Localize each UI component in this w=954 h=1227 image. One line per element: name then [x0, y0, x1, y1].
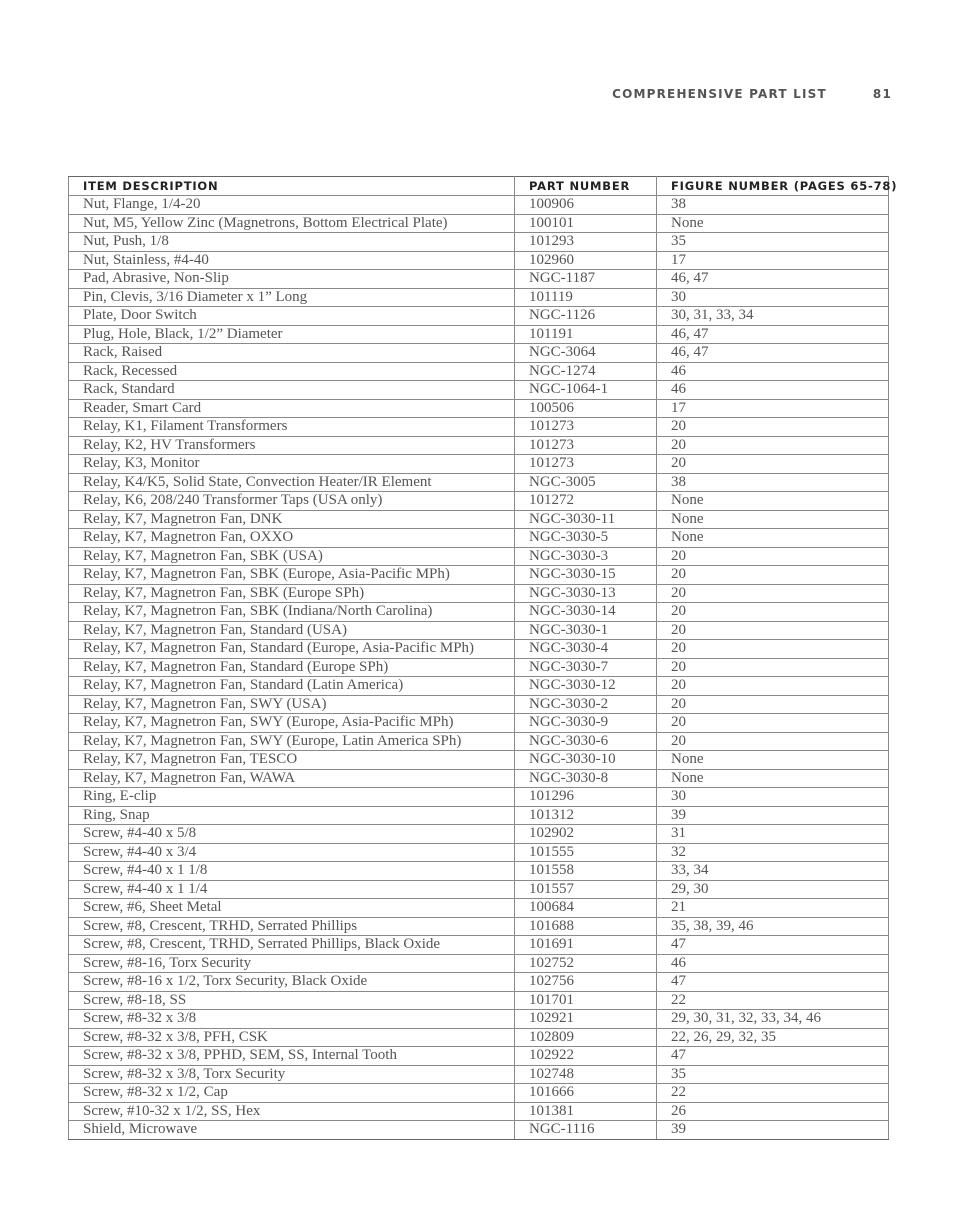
- table-row: [69, 307, 889, 326]
- part-number-cell: NGC-3030-2: [515, 695, 657, 714]
- table-row: [69, 843, 889, 862]
- part-number-cell: 101688: [515, 917, 657, 936]
- table-row: [69, 399, 889, 418]
- part-number-cell: NGC-3030-1: [515, 621, 657, 640]
- part-number-cell: 101557: [515, 880, 657, 899]
- table-row: [69, 344, 889, 363]
- item-description-cell: Pad, Abrasive, Non-Slip: [69, 270, 515, 289]
- item-description-cell: Relay, K7, Magnetron Fan, Standard (Latin America): [69, 677, 515, 696]
- table-row: [69, 769, 889, 788]
- figure-number-cell: 20: [657, 603, 889, 622]
- table-row: [69, 473, 889, 492]
- parts-table-body: [69, 196, 889, 1140]
- table-row: [69, 214, 889, 233]
- table-row: [69, 991, 889, 1010]
- item-description-cell: Relay, K7, Magnetron Fan, SBK (Europe SPh): [69, 584, 515, 603]
- part-number-cell: 100101: [515, 214, 657, 233]
- part-number-cell: NGC-3005: [515, 473, 657, 492]
- item-description-cell: Nut, Push, 1/8: [69, 233, 515, 252]
- item-description-cell: Plate, Door Switch: [69, 307, 515, 326]
- item-description-cell: Relay, K7, Magnetron Fan, SBK (USA): [69, 547, 515, 566]
- table-row: [69, 492, 889, 511]
- column-header-part-number: PART NUMBER: [515, 177, 657, 196]
- part-number-cell: 101666: [515, 1084, 657, 1103]
- figure-number-cell: 38: [657, 473, 889, 492]
- part-number-cell: NGC-3030-10: [515, 751, 657, 770]
- table-row: [69, 1010, 889, 1029]
- column-header-item-description: ITEM DESCRIPTION: [69, 177, 515, 196]
- figure-number-cell: None: [657, 769, 889, 788]
- figure-number-cell: 38: [657, 196, 889, 215]
- part-number-cell: NGC-1187: [515, 270, 657, 289]
- figure-number-cell: 20: [657, 436, 889, 455]
- table-row: [69, 1047, 889, 1066]
- item-description-cell: Screw, #8-16, Torx Security: [69, 954, 515, 973]
- item-description-cell: Relay, K7, Magnetron Fan, Standard (Europe SPh): [69, 658, 515, 677]
- table-row: [69, 196, 889, 215]
- figure-number-cell: 31: [657, 825, 889, 844]
- figure-number-cell: 39: [657, 1121, 889, 1140]
- item-description-cell: Screw, #4-40 x 3/4: [69, 843, 515, 862]
- table-row: [69, 455, 889, 474]
- part-number-cell: 102960: [515, 251, 657, 270]
- table-row: [69, 270, 889, 289]
- item-description-cell: Relay, K7, Magnetron Fan, WAWA: [69, 769, 515, 788]
- part-number-cell: 101701: [515, 991, 657, 1010]
- part-number-cell: NGC-3030-11: [515, 510, 657, 529]
- page-header: [612, 87, 892, 101]
- figure-number-cell: 32: [657, 843, 889, 862]
- table-row: [69, 1065, 889, 1084]
- figure-number-cell: 20: [657, 455, 889, 474]
- table-row: [69, 1028, 889, 1047]
- part-number-cell: NGC-3030-15: [515, 566, 657, 585]
- item-description-cell: Relay, K7, Magnetron Fan, TESCO: [69, 751, 515, 770]
- figure-number-cell: 20: [657, 658, 889, 677]
- table-row: [69, 325, 889, 344]
- parts-table: [68, 176, 898, 1140]
- figure-number-cell: 30: [657, 788, 889, 807]
- table-header-row: [69, 177, 889, 196]
- table-row: [69, 917, 889, 936]
- item-description-cell: Relay, K7, Magnetron Fan, OXXO: [69, 529, 515, 548]
- table-row: [69, 862, 889, 881]
- figure-number-cell: 20: [657, 695, 889, 714]
- item-description-cell: Screw, #8-32 x 3/8, PPHD, SEM, SS, Internal Tooth: [69, 1047, 515, 1066]
- item-description-cell: Screw, #8-32 x 3/8, Torx Security: [69, 1065, 515, 1084]
- table-row: [69, 1084, 889, 1103]
- figure-number-cell: 22, 26, 29, 32, 35: [657, 1028, 889, 1047]
- column-header-figure-number: FIGURE NUMBER (PAGES 65-78): [657, 177, 889, 196]
- part-number-cell: NGC-3030-7: [515, 658, 657, 677]
- part-number-cell: NGC-3064: [515, 344, 657, 363]
- table-row: [69, 362, 889, 381]
- table-row: [69, 603, 889, 622]
- figure-number-cell: 46, 47: [657, 325, 889, 344]
- item-description-cell: Relay, K7, Magnetron Fan, SWY (Europe, Asia-Pacific MPh): [69, 714, 515, 733]
- figure-number-cell: 22: [657, 1084, 889, 1103]
- table-row: [69, 510, 889, 529]
- figure-number-cell: None: [657, 492, 889, 511]
- page-title: COMPREHENSIVE PART LIST: [612, 87, 827, 101]
- part-number-cell: NGC-1116: [515, 1121, 657, 1140]
- figure-number-cell: 30, 31, 33, 34: [657, 307, 889, 326]
- figure-number-cell: 39: [657, 806, 889, 825]
- table-row: [69, 899, 889, 918]
- part-number-cell: 100684: [515, 899, 657, 918]
- item-description-cell: Relay, K7, Magnetron Fan, DNK: [69, 510, 515, 529]
- part-number-cell: NGC-3030-5: [515, 529, 657, 548]
- item-description-cell: Screw, #8-32 x 3/8: [69, 1010, 515, 1029]
- figure-number-cell: None: [657, 510, 889, 529]
- part-number-cell: NGC-3030-14: [515, 603, 657, 622]
- figure-number-cell: 46, 47: [657, 270, 889, 289]
- item-description-cell: Screw, #8, Crescent, TRHD, Serrated Phillips, Black Oxide: [69, 936, 515, 955]
- figure-number-cell: None: [657, 214, 889, 233]
- figure-number-cell: 35: [657, 1065, 889, 1084]
- part-number-cell: NGC-3030-8: [515, 769, 657, 788]
- item-description-cell: Screw, #6, Sheet Metal: [69, 899, 515, 918]
- item-description-cell: Rack, Standard: [69, 381, 515, 400]
- item-description-cell: Screw, #10-32 x 1/2, SS, Hex: [69, 1102, 515, 1121]
- part-number-cell: 102922: [515, 1047, 657, 1066]
- item-description-cell: Relay, K7, Magnetron Fan, Standard (Europe, Asia-Pacific MPh): [69, 640, 515, 659]
- figure-number-cell: 22: [657, 991, 889, 1010]
- figure-number-cell: 20: [657, 732, 889, 751]
- part-number-cell: 101293: [515, 233, 657, 252]
- table-row: [69, 584, 889, 603]
- figure-number-cell: None: [657, 751, 889, 770]
- figure-number-cell: 20: [657, 621, 889, 640]
- part-number-cell: 101296: [515, 788, 657, 807]
- item-description-cell: Ring, E-clip: [69, 788, 515, 807]
- figure-number-cell: 46: [657, 362, 889, 381]
- item-description-cell: Shield, Microwave: [69, 1121, 515, 1140]
- table-row: [69, 566, 889, 585]
- figure-number-cell: 47: [657, 973, 889, 992]
- figure-number-cell: 20: [657, 418, 889, 437]
- table-row: [69, 529, 889, 548]
- table-row: [69, 714, 889, 733]
- item-description-cell: Reader, Smart Card: [69, 399, 515, 418]
- part-number-cell: NGC-3030-3: [515, 547, 657, 566]
- table-row: [69, 658, 889, 677]
- item-description-cell: Screw, #8, Crescent, TRHD, Serrated Phillips: [69, 917, 515, 936]
- figure-number-cell: 29, 30: [657, 880, 889, 899]
- table-row: [69, 640, 889, 659]
- part-number-cell: NGC-3030-13: [515, 584, 657, 603]
- part-number-cell: 100506: [515, 399, 657, 418]
- figure-number-cell: None: [657, 529, 889, 548]
- item-description-cell: Nut, M5, Yellow Zinc (Magnetrons, Bottom Electrical Plate): [69, 214, 515, 233]
- table-row: [69, 251, 889, 270]
- part-number-cell: NGC-1064-1: [515, 381, 657, 400]
- item-description-cell: Nut, Stainless, #4-40: [69, 251, 515, 270]
- part-number-cell: 101272: [515, 492, 657, 511]
- part-number-cell: NGC-1274: [515, 362, 657, 381]
- part-number-cell: 101558: [515, 862, 657, 881]
- table-row: [69, 418, 889, 437]
- item-description-cell: Relay, K7, Magnetron Fan, SBK (Indiana/North Carolina): [69, 603, 515, 622]
- figure-number-cell: 20: [657, 584, 889, 603]
- table-row: [69, 547, 889, 566]
- part-number-cell: 101555: [515, 843, 657, 862]
- figure-number-cell: 20: [657, 640, 889, 659]
- figure-number-cell: 46, 47: [657, 344, 889, 363]
- figure-number-cell: 30: [657, 288, 889, 307]
- table-row: [69, 677, 889, 696]
- part-number-cell: 102748: [515, 1065, 657, 1084]
- table-row: [69, 1102, 889, 1121]
- item-description-cell: Nut, Flange, 1/4-20: [69, 196, 515, 215]
- table-row: [69, 1121, 889, 1140]
- item-description-cell: Relay, K7, Magnetron Fan, Standard (USA): [69, 621, 515, 640]
- part-number-cell: 102921: [515, 1010, 657, 1029]
- part-number-cell: 101381: [515, 1102, 657, 1121]
- item-description-cell: Relay, K6, 208/240 Transformer Taps (USA only): [69, 492, 515, 511]
- part-number-cell: 102752: [515, 954, 657, 973]
- part-number-cell: 100906: [515, 196, 657, 215]
- item-description-cell: Screw, #4-40 x 1 1/8: [69, 862, 515, 881]
- part-number-cell: 101273: [515, 455, 657, 474]
- table-row: [69, 936, 889, 955]
- figure-number-cell: 20: [657, 547, 889, 566]
- item-description-cell: Relay, K7, Magnetron Fan, SBK (Europe, Asia-Pacific MPh): [69, 566, 515, 585]
- part-number-cell: 102809: [515, 1028, 657, 1047]
- figure-number-cell: 26: [657, 1102, 889, 1121]
- part-number-cell: 102902: [515, 825, 657, 844]
- table-row: [69, 788, 889, 807]
- item-description-cell: Ring, Snap: [69, 806, 515, 825]
- table-row: [69, 233, 889, 252]
- part-number-cell: 101273: [515, 418, 657, 437]
- figure-number-cell: 29, 30, 31, 32, 33, 34, 46: [657, 1010, 889, 1029]
- figure-number-cell: 47: [657, 936, 889, 955]
- item-description-cell: Screw, #8-32 x 3/8, PFH, CSK: [69, 1028, 515, 1047]
- item-description-cell: Rack, Recessed: [69, 362, 515, 381]
- figure-number-cell: 20: [657, 714, 889, 733]
- part-number-cell: 101312: [515, 806, 657, 825]
- item-description-cell: Relay, K2, HV Transformers: [69, 436, 515, 455]
- table-row: [69, 880, 889, 899]
- item-description-cell: Relay, K4/K5, Solid State, Convection Heater/IR Element: [69, 473, 515, 492]
- item-description-cell: Relay, K7, Magnetron Fan, SWY (Europe, Latin America SPh): [69, 732, 515, 751]
- table-row: [69, 732, 889, 751]
- figure-number-cell: 46: [657, 954, 889, 973]
- part-number-cell: 101273: [515, 436, 657, 455]
- figure-number-cell: 35, 38, 39, 46: [657, 917, 889, 936]
- item-description-cell: Screw, #8-32 x 1/2, Cap: [69, 1084, 515, 1103]
- table-row: [69, 621, 889, 640]
- figure-number-cell: 17: [657, 251, 889, 270]
- table-row: [69, 954, 889, 973]
- part-number-cell: NGC-3030-12: [515, 677, 657, 696]
- part-number-cell: NGC-3030-6: [515, 732, 657, 751]
- figure-number-cell: 21: [657, 899, 889, 918]
- table-row: [69, 436, 889, 455]
- item-description-cell: Plug, Hole, Black, 1/2” Diameter: [69, 325, 515, 344]
- figure-number-cell: 35: [657, 233, 889, 252]
- table-row: [69, 381, 889, 400]
- item-description-cell: Screw, #8-16 x 1/2, Torx Security, Black Oxide: [69, 973, 515, 992]
- figure-number-cell: 17: [657, 399, 889, 418]
- table-row: [69, 806, 889, 825]
- table-row: [69, 825, 889, 844]
- part-number-cell: 102756: [515, 973, 657, 992]
- part-number-cell: 101119: [515, 288, 657, 307]
- item-description-cell: Screw, #4-40 x 1 1/4: [69, 880, 515, 899]
- part-number-cell: NGC-3030-9: [515, 714, 657, 733]
- item-description-cell: Screw, #4-40 x 5/8: [69, 825, 515, 844]
- figure-number-cell: 20: [657, 566, 889, 585]
- part-number-cell: 101691: [515, 936, 657, 955]
- part-number-cell: NGC-3030-4: [515, 640, 657, 659]
- figure-number-cell: 47: [657, 1047, 889, 1066]
- table-row: [69, 288, 889, 307]
- figure-number-cell: 20: [657, 677, 889, 696]
- page-number: 81: [872, 87, 892, 101]
- item-description-cell: Screw, #8-18, SS: [69, 991, 515, 1010]
- item-description-cell: Pin, Clevis, 3/16 Diameter x 1” Long: [69, 288, 515, 307]
- figure-number-cell: 46: [657, 381, 889, 400]
- item-description-cell: Relay, K7, Magnetron Fan, SWY (USA): [69, 695, 515, 714]
- table-row: [69, 695, 889, 714]
- figure-number-cell: 33, 34: [657, 862, 889, 881]
- item-description-cell: Relay, K1, Filament Transformers: [69, 418, 515, 437]
- item-description-cell: Rack, Raised: [69, 344, 515, 363]
- part-number-cell: 101191: [515, 325, 657, 344]
- item-description-cell: Relay, K3, Monitor: [69, 455, 515, 474]
- part-number-cell: NGC-1126: [515, 307, 657, 326]
- table-row: [69, 973, 889, 992]
- table-row: [69, 751, 889, 770]
